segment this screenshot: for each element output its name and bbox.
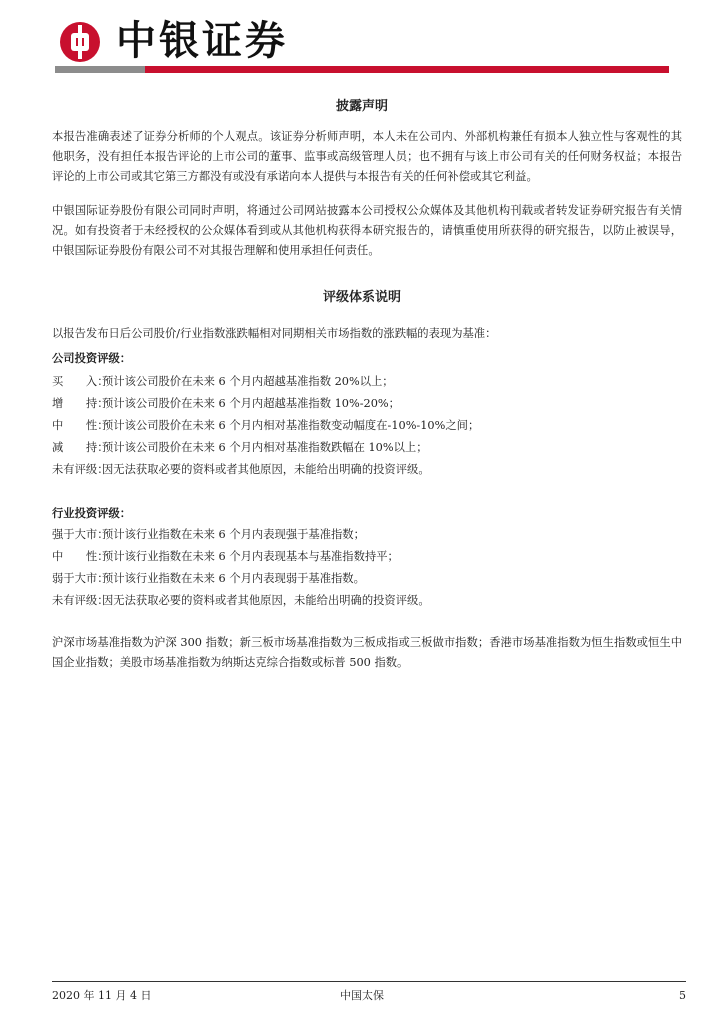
footer-date: 2020 年 11 月 4 日 [52,989,152,1002]
company-rating-item [52,440,692,456]
rating-text: 预计该行业指数在未来 6 个月内表现强于基准指数； [102,528,365,541]
brand-name: 中银证券 [116,18,288,64]
rating-label: 增 持： [52,397,109,410]
rating-text: 预计该行业指数在未来 6 个月内表现基本与基准指数持平； [102,550,399,563]
company-rating-item [52,396,692,412]
benchmark-note: 沪深市场基准指数为沪深 300 指数；新三板市场基准指数为三板成指或三板做市指数；香港市场基准指数为恒生指数或恒生中国企业指数；美股市场基准指数为纳斯达克综合指数或标普 500 指数。 [52,636,682,669]
rating-label: 减 持： [52,441,109,454]
page-number: 5 [679,989,686,1002]
rating-text: 预计该公司股价在未来 6 个月内相对基准指数变动幅度在-10%-10%之间； [102,419,480,432]
rating-title: 评级体系说明 [322,290,401,305]
rating-text: 因无法获取必要的资料或者其他原因，未能给出明确的投资评级。 [102,594,430,607]
industry-rating-item [52,571,692,587]
rating-label: 未有评级： [52,463,109,476]
page-header [0,0,724,75]
rating-intro: 以报告发布日后公司股价/行业指数涨跌幅相对同期相关市场指数的涨跌幅的表现为基准： [52,327,497,340]
rating-text: 预计该公司股价在未来 6 个月内超越基准指数 10%-20%； [102,397,400,410]
industry-rating-heading: 行业投资评级： [52,506,132,520]
rating-label: 强于大市： [52,528,109,541]
footer-divider [52,981,686,982]
disclosure-title: 披露声明 [335,99,388,114]
rating-text: 因无法获取必要的资料或者其他原因，未能给出明确的投资评级。 [102,463,430,476]
company-rating-item [52,374,692,390]
header-red-bar [145,66,669,73]
rating-label: 未有评级： [52,594,109,607]
disclosure-paragraph-1: 本报告准确表述了证券分析师的个人观点。该证券分析师声明，本人未在公司内、外部机构兼任有损本人独立性与客观性的其他职务，没有担任本报告评论的上市公司的董事、监事或高级管理人员；也不拥有与该上市公司有关的任何财务权益；本报告评论的上市公司或其它第三方都没有或没有承诺向本人提供与本报告有关的任何补偿或其它利益。 [52,130,682,183]
header-gray-bar [55,66,145,73]
bank-of-china-logo-icon [60,22,100,62]
rating-label: 中 性： [52,419,109,432]
disclosure-paragraph-2: 中银国际证券股份有限公司同时声明，将通过公司网站披露本公司授权公众媒体及其他机构刊载或者转发证券研究报告有关情况。如有投资者于未经授权的公众媒体看到或从其他机构获得本研究报告的，请慎重使用所获得的研究报告，以防止被误导，中银国际证券股份有限公司不对其报告理解和使用承担任何责任。 [52,204,682,257]
rating-text: 预计该公司股价在未来 6 个月内相对基准指数跌幅在 10%以上； [102,441,428,454]
industry-rating-item [52,593,692,609]
company-rating-item [52,418,692,434]
rating-text: 预计该公司股价在未来 6 个月内超越基准指数 20%以上； [102,375,394,388]
industry-rating-item [52,549,692,565]
rating-label: 弱于大市： [52,572,109,585]
rating-label: 买 入： [52,375,109,388]
rating-label: 中 性： [52,550,109,563]
footer-company: 中国太保 [340,989,384,1002]
rating-text: 预计该行业指数在未来 6 个月内表现弱于基准指数。 [102,572,365,585]
industry-rating-item [52,527,692,543]
company-rating-heading: 公司投资评级： [52,351,132,365]
company-rating-item [52,462,692,478]
